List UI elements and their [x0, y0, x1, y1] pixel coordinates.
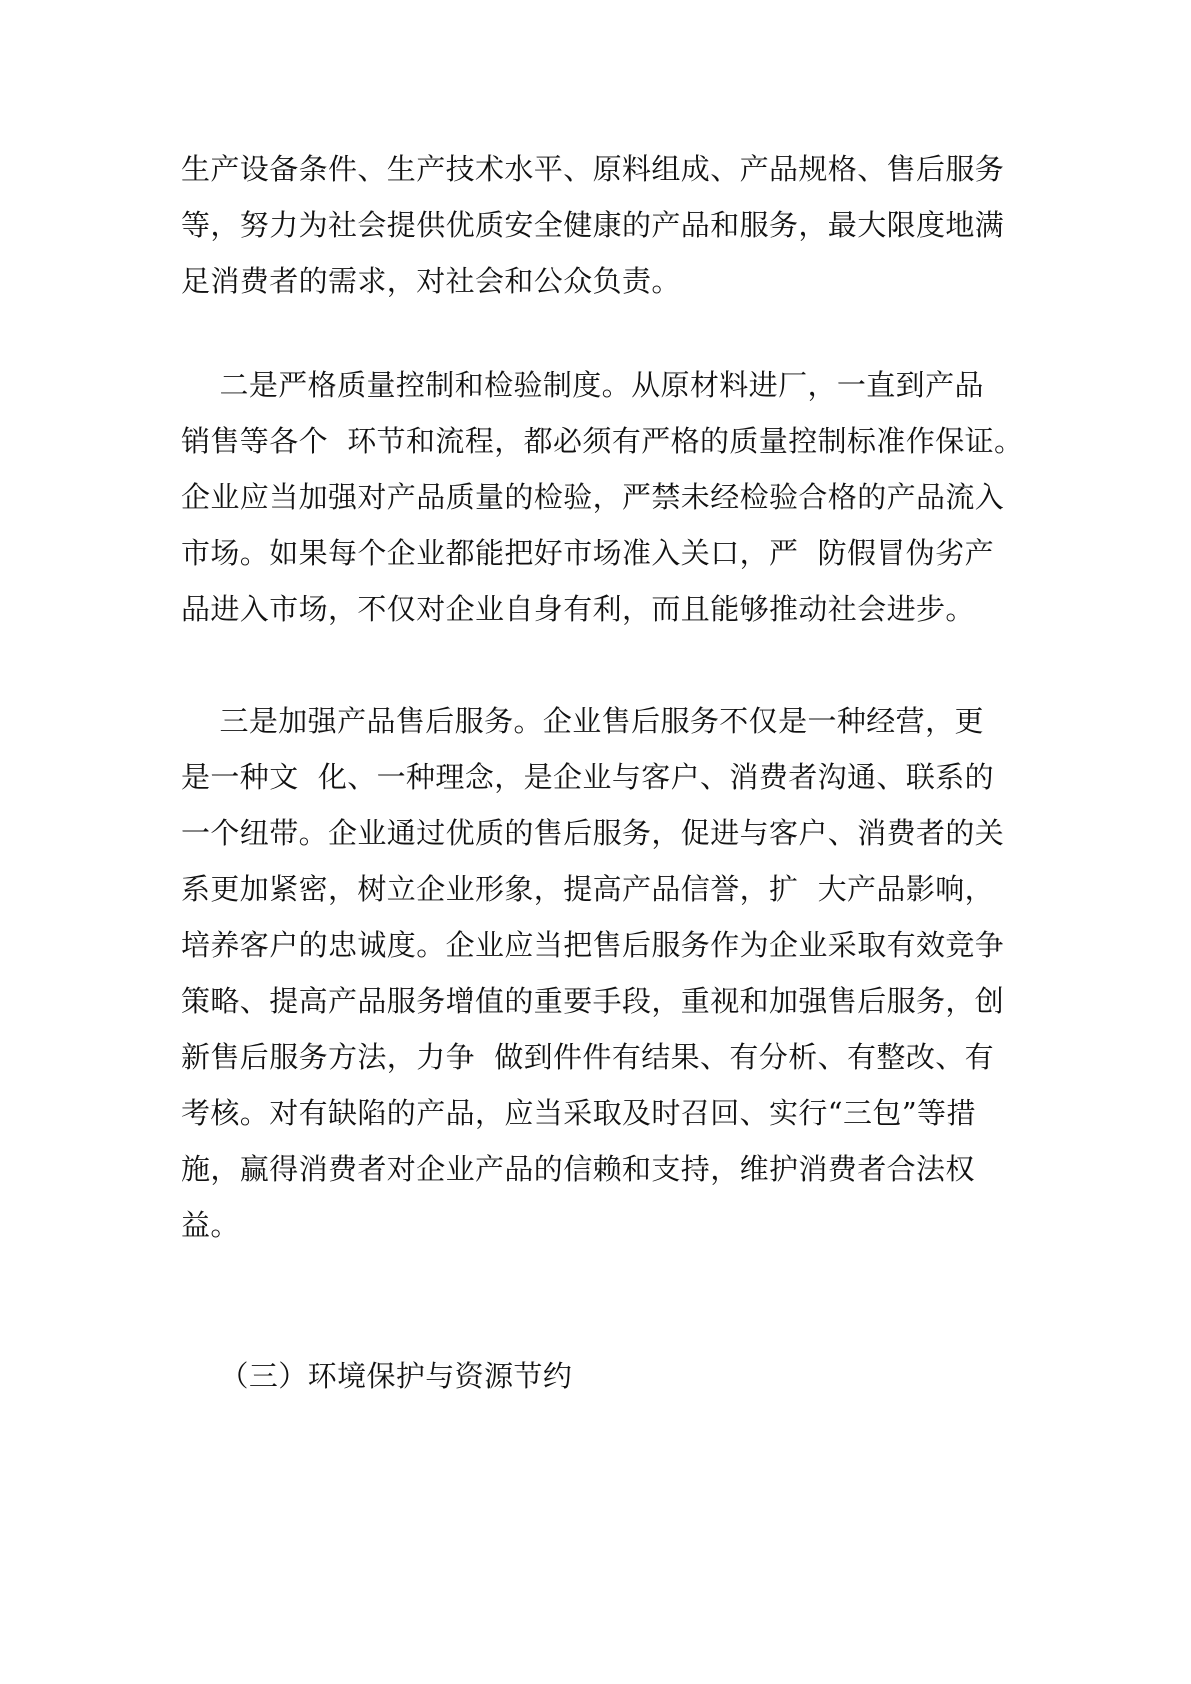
text-line: 三是加强产品售后服务。企业售后服务不仅是一种经营，更	[181, 704, 984, 738]
text-line: 销售等各个 环节和流程，都必须有严格的质量控制标准作保证。	[181, 424, 1024, 458]
paragraph-continuation	[181, 141, 1021, 309]
text-line: 考核。对有缺陷的产品，应当采取及时召回、实行“三包”等措	[181, 1096, 976, 1130]
text-line: 市场。如果每个企业都能把好市场准入关口，严 防假冒伪劣产	[181, 536, 995, 570]
text-line: 益。	[181, 1208, 240, 1242]
text-line: 是一种文 化、一种理念，是企业与客户、消费者沟通、联系的	[181, 760, 995, 794]
text-line: 足消费者的需求，对社会和公众负责。	[181, 264, 681, 298]
text-line: 生产设备条件、生产技术水平、原料组成、产品规格、售后服务	[181, 152, 1005, 186]
text-line: 企业应当加强对产品质量的检验，严禁未经检验合格的产品流入	[181, 480, 1005, 514]
section-heading	[181, 1348, 1021, 1404]
paragraph-after-sales-service	[181, 693, 1021, 1253]
text-line: 品进入市场，不仅对企业自身有利，而且能够推动社会进步。	[181, 592, 975, 626]
text-line: 培养客户的忠诚度。企业应当把售后服务作为企业采取有效竞争	[181, 928, 1005, 962]
text-line: 施，赢得消费者对企业产品的信赖和支持，维护消费者合法权	[181, 1152, 975, 1186]
text-line: 一个纽带。企业通过优质的售后服务，促进与客户、消费者的关	[181, 816, 1005, 850]
text-line: 系更加紧密，树立企业形象，提高产品信誉，扩 大产品影响，	[181, 872, 995, 906]
paragraph-quality-control	[181, 357, 1024, 637]
section-heading-text: （三）环境保护与资源节约	[181, 1359, 573, 1393]
text-line: 新售后服务方法，力争 做到件件有结果、有分析、有整改、有	[181, 1040, 995, 1074]
text-line: 等，努力为社会提供优质安全健康的产品和服务，最大限度地满	[181, 208, 1005, 242]
text-line: 策略、提高产品服务增值的重要手段，重视和加强售后服务，创	[181, 984, 1005, 1018]
text-line: 二是严格质量控制和检验制度。从原材料进厂，一直到产品	[181, 368, 984, 402]
